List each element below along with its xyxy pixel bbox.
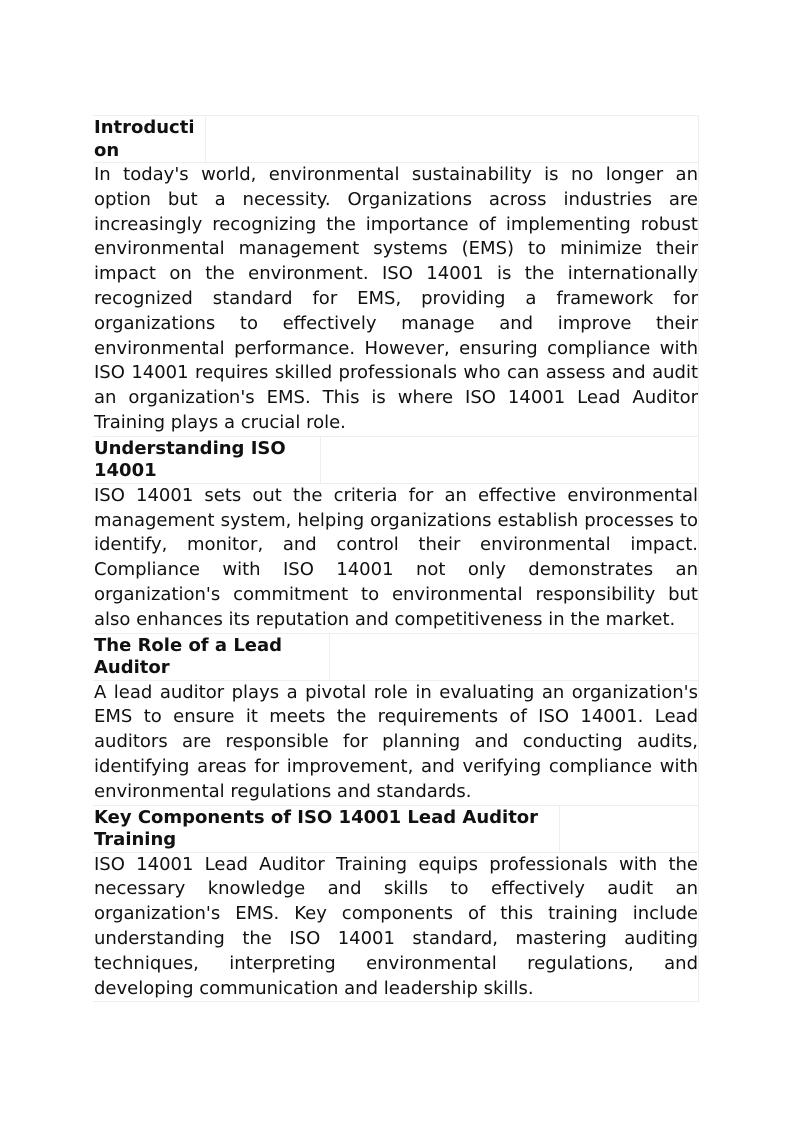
section-body-understanding-iso-14001: ISO 14001 sets out the criteria for an effective environmental management system, helping organizations establish processes to identify, monitor, and control their environmental impact. Compliance with ISO 14001 not only demonstrates an organization's commitment to environmental responsibility but also enhances its reputation and competitiveness in the market. <box>93 483 699 633</box>
section-heading-role-of-lead-auditor <box>93 633 699 680</box>
heading-line: on <box>94 139 120 161</box>
heading-cell <box>93 116 206 162</box>
section-body-key-components: ISO 14001 Lead Auditor Training equips professionals with the necessary knowledge and skills to effectively audit an organization's EMS. Key components of this training include understanding the ISO 14001 standard, mastering auditing techniques, interpreting environmental regulations, and developing communication and leadership skills. <box>93 852 699 1003</box>
section-body-introduction: In today's world, environmental sustainability is no longer an option but a necessity. Organizations across industries are increasingly recognizing the importance of implementing robust environmental management systems (EMS) to minimize their impact on the environment. ISO 14001 is the internationally recognized standard for EMS, providing a framework for organizations to effectively manage and improve their environmental performance. However, ensuring compliance with ISO 14001 requires skilled professionals who can assess and audit an organization's EMS. This is where ISO 14001 Lead Auditor Training plays a crucial role. <box>93 162 699 436</box>
heading-cell <box>93 437 321 483</box>
heading-empty-cell <box>206 116 699 162</box>
section-heading-key-components <box>93 805 699 852</box>
heading-line: Key Components of ISO 14001 Lead Auditor <box>94 806 539 828</box>
section-heading-introduction <box>93 115 699 162</box>
document-page <box>93 115 699 1002</box>
heading-cell <box>93 634 330 680</box>
heading-empty-cell <box>560 806 699 852</box>
heading-line: Introducti <box>94 117 195 138</box>
heading-cell <box>93 806 560 852</box>
heading-line: Understanding ISO <box>94 437 286 459</box>
heading-empty-cell <box>321 437 699 483</box>
heading-line: 14001 <box>94 460 157 482</box>
section-body-role-of-lead-auditor: A lead auditor plays a pivotal role in evaluating an organization's EMS to ensure it meets the requirements of ISO 14001. Lead auditors are responsible for planning and conducting audits, identifying areas for improvement, and verifying compliance with environmental regulations and standards. <box>93 680 699 805</box>
heading-line: Auditor <box>94 657 170 679</box>
section-heading-understanding-iso-14001 <box>93 436 699 483</box>
heading-empty-cell <box>330 634 699 680</box>
heading-line: The Role of a Lead <box>94 634 283 656</box>
heading-line: Training <box>94 829 177 851</box>
